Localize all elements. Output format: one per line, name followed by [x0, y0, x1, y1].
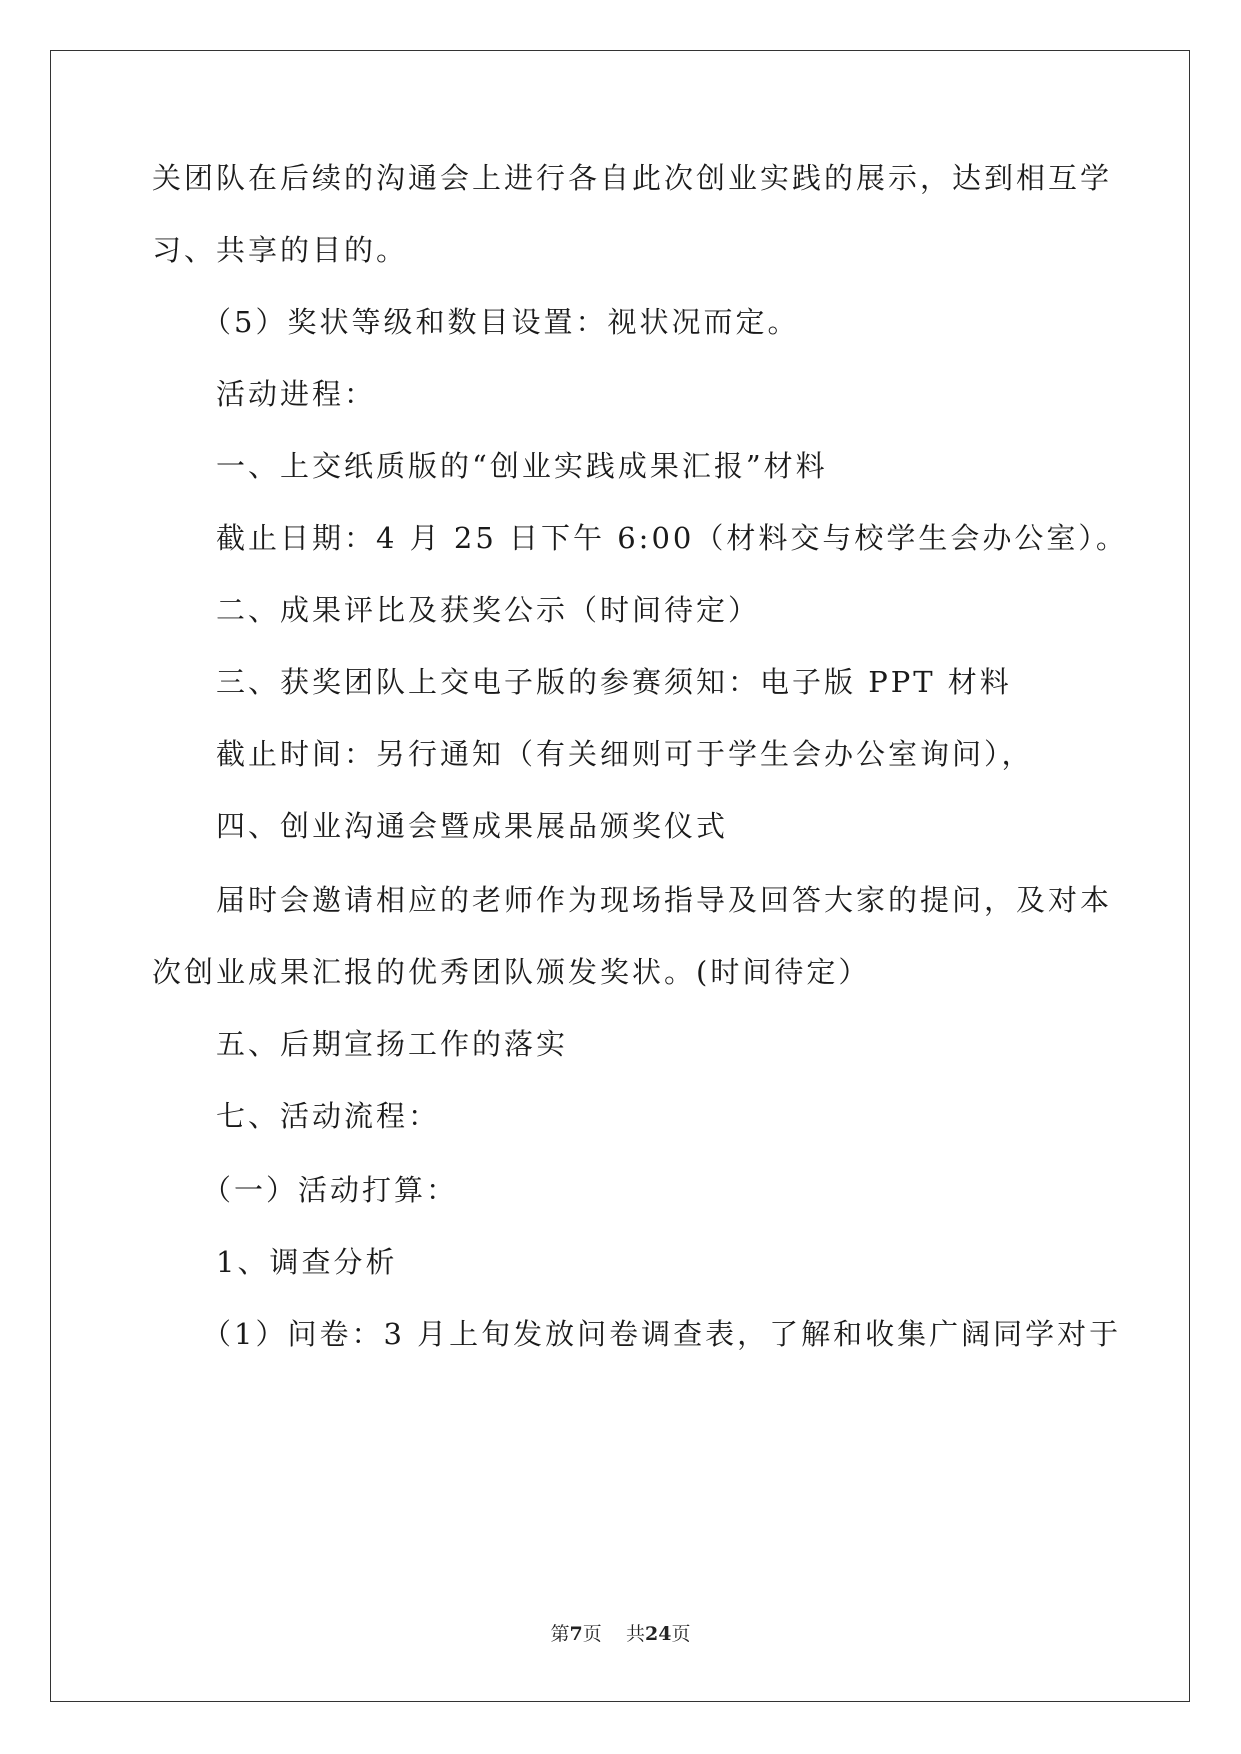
paragraph-line: 届时会邀请相应的老师作为现场指导及回答大家的提问，及对本 [216, 883, 1113, 917]
paragraph-line: 五、后期宣扬工作的落实 [216, 1027, 569, 1061]
paragraph-line: 习、共享的目的。 [152, 233, 409, 267]
paragraph-line: （一）活动打算： [202, 1173, 459, 1207]
total-page-count: 24 [644, 1623, 672, 1645]
section-heading: 七、活动流程： [216, 1099, 441, 1133]
paragraph-line: 三、获奖团队上交电子版的参赛须知：电子版 PPT 材料 [216, 665, 1012, 699]
footer-total-suffix: 页 [671, 1623, 691, 1645]
paragraph-line: 1、调查分析 [216, 1245, 398, 1279]
paragraph-line: （5）奖状等级和数目设置：视状况而定。 [202, 305, 800, 339]
paragraph-line: 次创业成果汇报的优秀团队颁发奖状。(时间待定） [152, 955, 871, 989]
section-heading: 活动进程： [216, 377, 377, 411]
paragraph-line: 二、成果评比及获奖公示（时间待定） [216, 593, 761, 627]
footer-page-suffix: 页 [582, 1623, 602, 1645]
page-footer [0, 1622, 1241, 1646]
footer-prefix: 第 [550, 1623, 570, 1645]
paragraph-line: 一、上交纸质版的“创业实践成果汇报”材料 [216, 449, 828, 483]
paragraph-line: 四、创业沟通会暨成果展品颁奖仪式 [216, 809, 729, 843]
paragraph-line: 截止时间：另行通知（有关细则可于学生会办公室询问）， [216, 737, 1034, 771]
paragraph-line: 关团队在后续的沟通会上进行各自此次创业实践的展示，达到相互学 [152, 161, 1113, 195]
page-border [50, 50, 1190, 1702]
paragraph-line: （1）问卷：3 月上旬发放问卷调查表，了解和收集广阔同学对于 [202, 1317, 1122, 1351]
current-page-number: 7 [569, 1623, 583, 1645]
paragraph-line: 截止日期：4 月 25 日下午 6:00（材料交与校学生会办公室）。 [216, 521, 1128, 555]
footer-total-prefix: 共 [625, 1623, 645, 1645]
